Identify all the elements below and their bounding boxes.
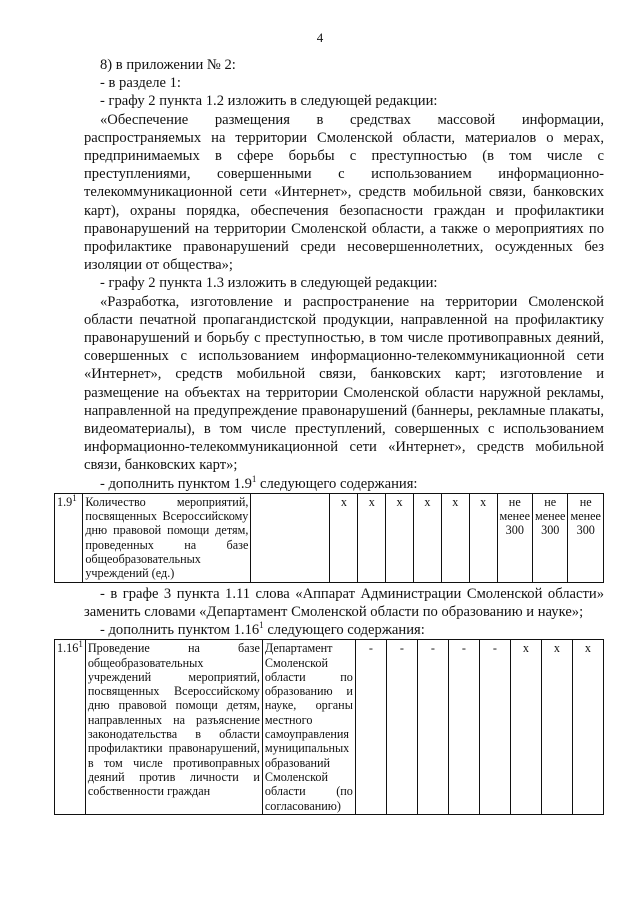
value-cell: х	[330, 493, 358, 582]
value-cell: -	[417, 640, 448, 815]
paragraph: - в разделе 1:	[100, 75, 181, 92]
value-cell: х	[510, 640, 541, 815]
paragraph: «Обеспечение размещения в средствах массовой информации, распространяемых на территории Смоленской области, материалов о мерах, предпринимаемых в сфере борьбы с преступностью (в том числе с преступлениями, совершенными с использованием информационно-телекоммуникационной сети «Интернет», средств мобильной связи, банковских карт), охраны порядка, обеспечения безопасности граждан и профилактики правонарушений на территории Смоленской области, а также о мероприятиях по профилактике правонарушений среди несовершеннолетних, осужденных без изоляции от общества»;	[84, 111, 604, 274]
item-executor	[251, 493, 330, 582]
table-row	[55, 493, 604, 582]
page-number: 4	[316, 30, 324, 45]
paragraph: «Разработка, изготовление и распространение на территории Смоленской области печатной пропагандистской продукции, направленной на профилактику правонарушений и борьбу с преступностью, в том числе противоправных деяний, совершенных с использованием информационно-телекоммуникационной сети «Интернет», средств мобильной связи, банковских карт; изготовление и размещение на объектах на территории Смоленской области наружной рекламы, направленной на предупреждение правонарушений (баннеры, рекламные плакаты, видеоматериалы), в том числе преступлений, совершенных с использованием информационно-телекоммуникационной сети «Интернет», средств мобильной связи, банковских карт»;	[84, 293, 604, 474]
intro-item-1-16: - дополнить пунктом 1.16$^1$ следующего содержания:	[100, 620, 425, 639]
paragraph: 8) в приложении № 2:	[100, 57, 236, 73]
table-item-1-9	[54, 493, 604, 583]
item-number: $1.9^1$	[55, 493, 83, 582]
value-cell: -	[479, 640, 510, 815]
item-description: Количество мероприятий, посвященных Всероссийскому дню правовой помощи детям, проведенных на базе общеобразовательных учреждений (ед.)	[83, 493, 251, 582]
value-cell: -	[448, 640, 479, 815]
value-cell: х	[386, 493, 414, 582]
table-item-1-16	[54, 639, 604, 815]
intro-item-1-9: - дополнить пунктом $1.9^1$ следующего содержания:	[100, 473, 418, 492]
value-cell: х	[441, 493, 469, 582]
item-description: Проведение на базе общеобразовательных учреждений мероприятий, посвященных Всероссийскому дню правовой помощи детям, направленных на разъяснение законодательства в области профилактики правонарушений, в том числе противоправных деяний против личности и собственности граждан	[85, 640, 262, 815]
value-cell: х	[414, 493, 442, 582]
paragraph: - графу 2 пункта 1.2 изложить в следующей редакции:	[100, 93, 438, 110]
value-cell: не менее 300	[497, 493, 532, 582]
document-body	[57, 56, 604, 815]
value-cell: -	[386, 640, 417, 815]
value-cell: -	[355, 640, 386, 815]
value-cell: х	[572, 640, 603, 815]
value-cell: х	[358, 493, 386, 582]
value-cell: х	[541, 640, 572, 815]
item-number: 1.16$^1$	[55, 640, 86, 815]
paragraph: - графу 2 пункта 1.3 изложить в следующей редакции:	[100, 275, 438, 292]
table-row	[55, 640, 604, 815]
value-cell: х	[469, 493, 497, 582]
item-executor: Департамент Смоленской области по образованию и науке, органы местного самоуправления муниципальных образований Смоленской области (по согласованию)	[262, 640, 355, 815]
value-cell: не менее 300	[533, 493, 568, 582]
paragraph: - в графе 3 пункта 1.11 слова «Аппарат Администрации Смоленской области» заменить словами «Департамент Смоленской области по образованию и науке»;	[84, 585, 604, 620]
value-cell: не менее 300	[568, 493, 604, 582]
